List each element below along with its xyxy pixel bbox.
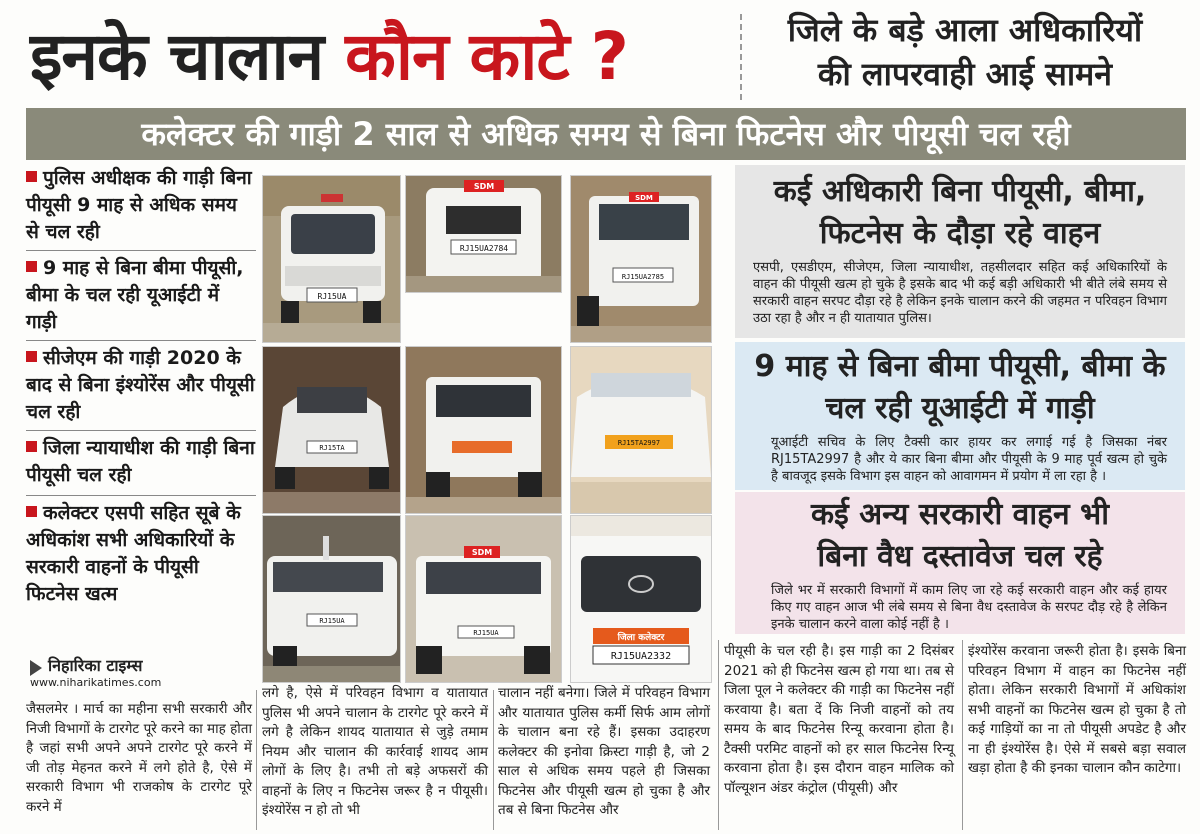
bullet-text: पुलिस अधीक्षक की गाड़ी बिना पीयूसी 9 माह से अधिक समय से चल रही [26,167,252,243]
info-box-body: जिले भर में सरकारी विभागों में काम लिए जा रहे कई सरकारी वाहन और कई हायर किए गए वाहन आज भी लंबे समय से बिना वैध दस्तावेज के सरपट दौड़ रहे है लेकिन इनके चालान करने वाला कोई नहीं है । [771,583,1167,632]
bullet-divider [26,495,256,496]
photo-plate: RJ15UA [319,617,345,625]
photo-sdm-vehicle-1 [405,175,562,293]
logo-name: निहारिका टाइम्स [48,656,143,675]
car-icon [263,516,400,682]
bullet-text: जिला न्यायाधीश की गाड़ी बिना पीयूसी चल रही [26,437,255,486]
photo-plate: RJ15TA2997 [617,439,661,447]
column-divider [256,690,257,830]
photo-sp-vehicle [262,175,401,343]
bullet-divider [26,340,256,341]
car-icon [406,516,561,682]
article-column-3: चालान नहीं बनेगा। जिले में परिवहन विभाग और यातायात पुलिस कर्मी सिर्फ आम लोगों के चालान बना रहे हैं। इसका उदाहरण कलेक्टर की इनोवा क्रिस्टा गाड़ी है, जो 2 साल से अधिक समय पहले ही जिसका फिटनेस और पीयूसी खत्म हो चुका है और तब से बिना फिटनेस और [498,685,710,818]
bullet-item [26,165,256,246]
subheadline [755,8,1175,96]
bullet-divider [26,430,256,431]
newspaper-logo [26,654,256,694]
photo-plate: RJ15UA2785 [621,273,665,281]
info-box-other-vehicles [735,492,1185,634]
bullet-item [26,255,256,336]
photo-plate: RJ15UA2784 [459,244,509,253]
photo-sdm-vehicle-3 [405,515,562,683]
photo-plate-label: जिला कलेक्टर [617,633,665,643]
bullet-item [26,345,256,426]
logo-arrow-icon [30,660,42,676]
info-box-uit [735,342,1185,490]
photo-badge: SDM [471,548,493,557]
photo-badge: SDM [473,182,495,191]
car-icon [263,176,400,342]
photo-plate: RJ15UA [473,629,499,637]
info-box-heading: कई अन्य सरकारी वाहन भी बिना वैध दस्तावेज चल रहे [810,497,1109,574]
photo-plate: RJ15TA [319,444,345,452]
bullet-item [26,435,256,489]
bullet-square-icon [26,506,37,517]
article-column-1: जैसलमेर । मार्च का महीना सभी सरकारी और निजी विभागों के टारगेट पूरे करने का माह होता है जहां सभी अपने अपने टारगेट पूरे करने में जी तोड़ मेहनत करने में लगे होते है, ऐसे में सरकारी विभाग भी राजकोष के टारगेट पूरे करने में [26,701,252,815]
logo-url: www.niharikatimes.com [30,676,162,689]
bullet-divider [26,250,256,251]
column-divider [718,640,719,830]
headline [30,12,730,102]
article-column-2: लगे है, ऐसे में परिवहन विभाग व यातायात पुलिस भी अपने चालान के टारगेट पूरे करने में लगे है लेकिन शायद यातायात से जुड़े तमाम नियम और चालान की कार्रवाई शायद आम लोगों के लिए है। तभी तो बड़े अफसरों की वाहनों के लिए न फिटनेस जरूर है न पीयूसी। इंश्योरेंस न हो तो भी [262,685,488,818]
headline-black-part: इनके चालान [30,18,324,95]
bullet-text: कलेक्टर एसपी सहित सूबे के अधिकांश सभी अधिकारियों के सरकारी वाहनों के पीयूसी फिटनेस खत्म [26,502,241,605]
car-icon [406,176,561,292]
header-divider [740,14,742,100]
bullet-item [26,500,256,608]
photo-uit-vehicle [570,346,712,514]
column-divider [962,640,963,830]
photo-sp-scorpio [262,515,401,683]
bullet-square-icon [26,261,37,272]
info-box-heading: कई अधिकारी बिना पीयूसी, बीमा, फिटनेस के दौड़ा रहे वाहन [773,174,1147,251]
info-box-heading: 9 माह से बिना बीमा पीयूसी, बीमा के चल रही यूआईटी में गाड़ी [754,349,1166,426]
article-column-4: पीयूसी के चल रही है। इस गाड़ी का 2 दिसंबर 2021 को ही फिटनेस खत्म हो गया था। तब से जिला पूल ने कलेक्टर की गाड़ी का फिटनेस नहीं करवाया है। बता दें कि निजी वाहनों को तय समय के बाद फिटनेस रिन्यू करवाना होता है। टैक्सी परमिट वाहनों को हर साल फिटनेस रिन्यू करवाना होता है। इस दौरान वाहन मालिक को पॉल्यूशन अंडर कंट्रोल (पीयूसी) और [724,643,954,796]
photo-plate: RJ15UA [317,292,347,301]
bullet-square-icon [26,351,37,362]
photo-badge: SDM [635,194,653,202]
bullet-square-icon [26,441,37,452]
info-box-body: एसपी, एसडीएम, सीजेएम, जिला न्यायाधीश, तहसीलदार सहित कई अधिकारियों के वाहन की पीयूसी खत्म हो चुके है इसके बाद भी कई बड़ी अधिकारी भी बीते लंबे समय से सरकारी वाहन सरपट दौड़ा रहे है लेकिन इनके चालान करने की जहमत न परिवहन विभाग उठा रहा है और न ही यातायात पुलिस। [753,260,1167,326]
car-icon [571,516,711,682]
photo-collector-vehicle [570,515,712,683]
car-icon [571,347,711,513]
photo-plate: RJ15UA2332 [610,651,672,662]
photo-cjm-vehicle [262,346,401,514]
subheadline-line-1: जिले के बड़े आला अधिकारियों [787,11,1143,49]
article-column-5: इंश्योरेंस करवाना जरूरी होता है। इसके बिना परिवहन विभाग में वाहन का फिटनेस नहीं होता। लेकिन सरकारी विभागों में अधिकांश सभी वाहनों का फिटनेस खत्म हो चुका है तो कई गाड़ियों का ना तो पीयूसी अपडेट है और ना ही इंश्योरेंस है। ऐसे में सबसे बड़ा सवाल खड़ा होता है की इनका चालान कौन काटेगा। [968,643,1186,776]
headline-red-part: कौन काटे ? [345,18,628,95]
bullet-text: 9 माह से बिना बीमा पीयूसी, बीमा के चल रही यूआईटी में गाड़ी [26,257,244,333]
column-divider [493,690,494,830]
car-icon [406,347,561,513]
bullet-square-icon [26,171,37,182]
subheadline-line-2: की लापरवाही आई सामने [817,55,1113,93]
info-box-body: यूआईटी सचिव के लिए टैक्सी कार हायर कर लगाई गई है जिसका नंबर RJ15TA2997 है और ये कार बिना बीमा और पीयूसी के 9 माह पूर्व खत्म हो चुके है बावजूद इसके विभाग इस वाहन को आवागमन में प्रयोग में ला रहा है । [771,435,1167,484]
photo-judge-vehicle [405,346,562,514]
car-icon [571,176,711,342]
info-box-officers [735,165,1185,338]
photo-sdm-vehicle-2 [570,175,712,343]
car-icon [263,347,400,513]
bullet-text: सीजेएम की गाड़ी 2020 के बाद से बिना इंश्योरेंस और पीयूसी चल रही [26,347,255,423]
banner-headline: कलेक्टर की गाड़ी 2 साल से अधिक समय से बिना फिटनेस और पीयूसी चल रही [26,108,1186,160]
